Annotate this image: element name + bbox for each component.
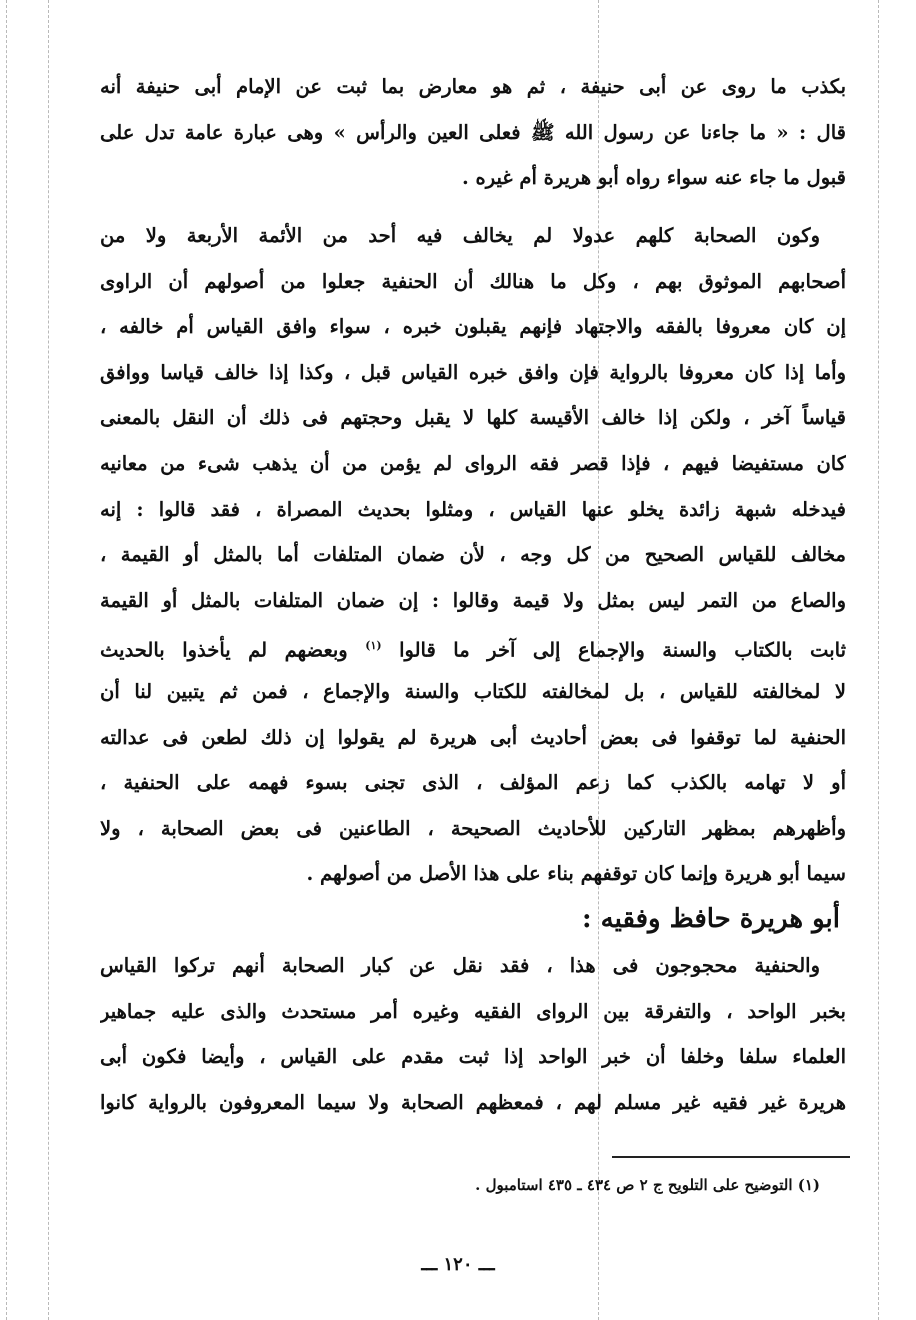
text-line: سيما أبو هريرة وإنما كان توقفهم بناء على هذا الأصل من أصولهم .	[306, 862, 846, 886]
scan-guide-line	[6, 0, 7, 1320]
text-line: بكذب ما روى عن أبى حنيفة ، ثم هو معارض بما ثبت عن الإمام أبى حنيفة أنه	[100, 75, 846, 98]
footnote-marker: (١)	[365, 639, 382, 653]
text-line: مخالف للقياس الصحيح من كل وجه ، لأن ضمان المتلفات أما بالمثل أو القيمة ،	[100, 543, 846, 567]
text-line: وأما إذا كان معروفا بالرواية فإن وافق خبره القياس قبل ، وكذا إذا خالف قياسا ووافق	[100, 360, 846, 384]
text-line: هريرة غير فقيه غير مسلم لهم ، فمعظهم الصحابة ولا سيما المعروفون بالرواية كانوا	[100, 1090, 846, 1114]
line-tail: وبعضهم لم يأخذوا بالحديث	[100, 638, 348, 662]
scan-guide-line	[878, 0, 879, 1320]
text-line: والحنفية محجوجون فى هذا ، فقد نقل عن كبار الصحابة أنهم تركوا القياس	[100, 954, 820, 977]
text-line: الحنفية لما توقفوا فى بعض أحاديث أبى هريرة لم يقولوا إن ذلك لطعن فى عدالته	[100, 725, 846, 749]
text-line: إن كان معروفا بالفقه والاجتهاد فإنهم يقبلون خبره ، سواء وافق القياس أم خالفه ،	[100, 315, 846, 339]
text-line: والصاع من التمر ليس بمثل ولا قيمة وقالوا : إن ضمان المتلفات بالمثل أو القيمة	[100, 588, 846, 612]
text-line: العلماء سلفا وخلفا أن خبر الواحد إذا ثبت مقدم على القياس ، وأيضا فكون أبى	[100, 1045, 846, 1069]
text-line: قبول ما جاء عنه سواء رواه أبو هريرة أم غيره .	[461, 166, 846, 190]
text-line: بخبر الواحد ، والتفرقة بين الرواى الفقيه وغيره أمر مستحدث والذى عليه جماهير	[100, 999, 846, 1023]
footnote: (١) التوضيح على التلويح ج ٢ ص ٤٣٤ ـ ٤٣٥ استامبول .	[475, 1176, 820, 1194]
text-line: قال : « ما جاءنا عن رسول الله ﷺ فعلى العين والرأس » وهى عبارة عامة تدل على	[100, 120, 846, 144]
paragraph-2	[100, 213, 846, 897]
paragraph-3	[100, 943, 846, 1125]
text-line	[100, 623, 846, 669]
text-line: لا لمخالفته للقياس ، بل لمخالفته للكتاب والسنة والإجماع ، فمن ثم يتبين لنا أن	[100, 679, 846, 703]
text-line: وكون الصحابة كلهم عدولا لم يخالف فيه أحد من الأئمة الأربعة ولا من	[100, 224, 820, 247]
footnote-rule	[612, 1156, 850, 1158]
text-line: فيدخله شبهة زائدة يخلو عنها القياس ، ومثلوا بحديث المصراة ، فقد قالوا : إنه	[100, 497, 846, 521]
text-line: أو لا تهامه بالكذب كما زعم المؤلف ، الذى تجنى بسوء فهمه على الحنفية ،	[100, 771, 846, 795]
paragraph-1	[100, 64, 846, 201]
text-line: كان مستفيضا فيهم ، فإذا قصر فقه الرواى لم يؤمن من أن يذهب شىء من معانيه	[100, 451, 846, 475]
line-head: ثابت بالكتاب والسنة والإجماع إلى آخر ما قالوا	[399, 638, 846, 662]
scan-guide-line	[48, 0, 49, 1320]
text-line: وأظهرهم بمظهر التاركين للأحاديث الصحيحة ، الطاعنين فى بعض الصحابة ، ولا	[100, 816, 846, 840]
section-heading: أبو هريرة حافظ وفقيه :	[582, 904, 840, 934]
page-number: ـــ ١٢٠ ـــ	[421, 1254, 495, 1275]
text-line: أصحابهم الموثوق بهم ، وكل ما هنالك أن الحنفية جعلوا من أصولهم أن الراوى	[100, 269, 846, 293]
text-line: قياساً آخر ، ولكن إذا خالف الأقيسة كلها لا يقبل وحجتهم فى ذلك أن النقل بالمعنى	[100, 406, 846, 430]
